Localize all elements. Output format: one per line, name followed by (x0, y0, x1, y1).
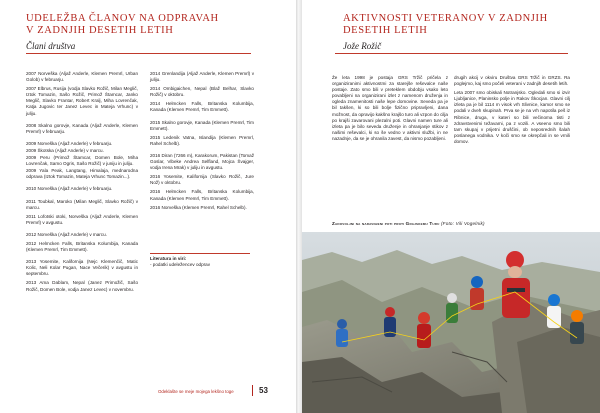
climber-figure (417, 312, 431, 348)
expedition-entry: 2011 Lofotski otoki, Norveška (Aljaž Anderle, Klemen Premrl) v avgustu. (26, 213, 138, 225)
right-title-line-1: AKTIVNOSTI VETERANOV V ZADNJIH (343, 13, 548, 24)
sources-item: - podatki udeležencev odprav (150, 262, 211, 267)
right-title (343, 13, 548, 37)
climber-figure (446, 293, 458, 323)
article-paragraph: Že leta 1998 je postaja GRS Tržič pričela z organiziranimi aktivnostmi za starejše reševalce naše postaje. Zato smo bili v preteklem obdobju vsako leto povabljeni na organizirani izlet z namenom druženja in ogleda znamenitosti naše lepe domovine. Seveda pa je bil takšen, ki so bili bolje fizično pripravljeni, dana možnost, da opravijo kakšno krajšo turo ali vzpon do cilja po krajši zavarovani plezalni poti. Glavni namen ture ali izleta pa je bilo seveda druženje in ohranjanje stikov z našimi reševalci, ki so še vedno v aktivni službi, in ne nazadnje, da se je ohranila zavest, da nismo pozabljeni. (332, 75, 448, 141)
climber-figure (570, 310, 584, 344)
expedition-entry: 2009 Peru (Primož Štamcar, Domen Bole, Miha Lovrenčak, Samo Ogris, Sašo Rožič) v juniju in juliju. (26, 155, 138, 167)
right-title-line-2: DESETIH LETIH (343, 25, 428, 36)
expedition-entry: 2016 Diran (7266 m), Karakorum, Pakistan (Tomaž Goslar, Vibeke Andrea Selfland, Mojca Švajger, vodja Irena Mrak) v juliju in avgustu. (150, 152, 254, 171)
climbers-photo-illustration (302, 232, 600, 413)
right-column-1 (332, 75, 448, 145)
left-column-2 (150, 71, 254, 214)
left-title (26, 13, 219, 37)
expedition-entry: 2008 Skalno gorovje, Kanada (Aljaž Anderle, Klemen Premrl) v februarju. (26, 122, 138, 134)
page-number: 53 (259, 386, 268, 395)
photo-caption (332, 221, 600, 227)
expedition-entry: 2011 Toubkal, Maroko (Milan Meglič, Slavko Rožič) v marcu. (26, 198, 138, 210)
expedition-entry: 2009 Yala Peak, Langtang, Himalaja, mednarodna odprava (Iztok Tomazin, Mateja Vrhunc Tomazin...). (26, 168, 138, 180)
left-page (0, 0, 296, 413)
caption-text: Zadovoljni na naravnjeni poti proti Grajskemu Turu (332, 221, 440, 226)
right-title-rule (335, 53, 568, 54)
expedition-entry: 2014 Helmcken Falls, Britanska Kolumbija, Kanada (Klemen Premrl, Tim Emmett). (150, 101, 254, 113)
photo-credit: (Foto: Vili Vogelnik) (440, 221, 485, 226)
left-title-line-1: UDELEŽBA ČLANOV NA ODPRAVAH (26, 13, 219, 24)
right-subtitle: Jože Rožič (343, 41, 382, 51)
climbers-photo (302, 232, 600, 413)
climber-figure (547, 294, 561, 328)
article-paragraph: drugih akcij v okviru Društva GRS Tržič in GRZS. Ra poglejmo, kaj smo počeli veterani v zadnjih desetih letih. (454, 75, 570, 87)
expedition-entry: 2009 Škotska (Aljaž Anderle) v marcu. (26, 147, 104, 153)
expedition-entry: 2016 Yosemite, Kalifornija (Slavko Rožič, Jure Nož) v oktobru. (150, 174, 254, 186)
expedition-entry: 2015 Ledenik Vatna, Islandija (Klemen Premrl, Rahel Schelb). (150, 134, 254, 146)
climber-figure (336, 319, 348, 347)
left-title-line-2: V ZADNJIH DESETIH LETIH (26, 25, 174, 36)
expedition-entry: 2007 Norveška (Aljaž Anderle, Klemen Premrl, Urban Golob) v februarju. (26, 71, 138, 83)
sources-box (150, 256, 250, 268)
expedition-entry: 2012 Norveška (Aljaž Anderle) v marcu. (26, 231, 107, 237)
expedition-entry: 2010 Norveška (Aljaž Anderle) v februarju. (26, 186, 113, 192)
left-title-rule (26, 53, 251, 54)
running-footer: Odeklašte se meje mojega lekšno toge (158, 389, 234, 394)
expedition-entry: 2014 Ombigaichen, Nepal (Blaž Belhar, Slavko Rožič) v oktobru. (150, 86, 254, 98)
expedition-entry: 2007 Elbrus, Rusija (vodja Slavko Rožič, Milan Meglič, Iztok Tomazin, Sašo Rožič, Primož Štamcar, Janko Meglič, Slavko Frantar, Robert Kralj, Miha Lovrenčak, Katja Jugovic ter Janez Levec in Mateja Vrhunc) v juliju. (26, 86, 138, 116)
article-paragraph: Leta 2007 smo obiskali Notranjsko. Ogledali smo si izvir Ljubljanice, Planinsko polje in Rakov Škocjan. Glavni cilj izleta pa je bil 1114 m visok vrh Slivnice, kamor smo se podali v dveh skupinah. Prva se je na vrh napotila peš iz Ribnice, druga, v kateri so bili večinoma tisti z zdravstvenimi težavami, pa z vozili. A vseeno smo bili tam skupaj v prijetni druščini, ob neposrednih šalah poslanega vodnika. V koči smo se okrepčali in se vrnili domov. (454, 90, 570, 144)
expedition-entry: 2013 Yosemite, Kalifornija (Nejc Klemenčič, Matic Kolic, Neli Kolar Pugan, Nace Večerik) v avgustu in septembru. (26, 259, 138, 277)
left-column-1 (26, 71, 138, 296)
page-number-bar (252, 385, 253, 396)
sources-rule (150, 253, 250, 254)
expedition-entry: 2016 Helmcken Falls, Britanska Kolumbija, Kanada (Klemen Premrl, Tim Emmett). (150, 189, 254, 201)
expedition-entry: 2016 Norveška (Klemen Premrl, Rahel Schelb). (150, 204, 247, 210)
expedition-entry: 2012 Helmcken Falls, Britanska Kolumbija, Kanada (Klemen Premrl, Tim Emmett). (26, 240, 138, 253)
climber-figure (470, 276, 484, 310)
left-subtitle: Člani društva (26, 41, 76, 51)
expedition-entry: 2013 Ama Dablam, Nepal (Janez Primožič, Sašo Rožič, Domen Bole, vodja Janez Levec) v novembru. (26, 280, 138, 292)
expedition-entry: 2014 Grenlandija (Aljaž Anderle, Klemen Premrl) v juliju. (150, 71, 254, 83)
expedition-entry: 2015 Skalno gorovje, Kanada (Klemen Premrl, Tim Emmett). (150, 119, 254, 131)
sources-heading: Literatura in viri: (150, 256, 187, 261)
expedition-entry: 2009 Norveška (Aljaž Anderle) v februarju. (26, 140, 113, 146)
right-column-2 (454, 75, 570, 148)
